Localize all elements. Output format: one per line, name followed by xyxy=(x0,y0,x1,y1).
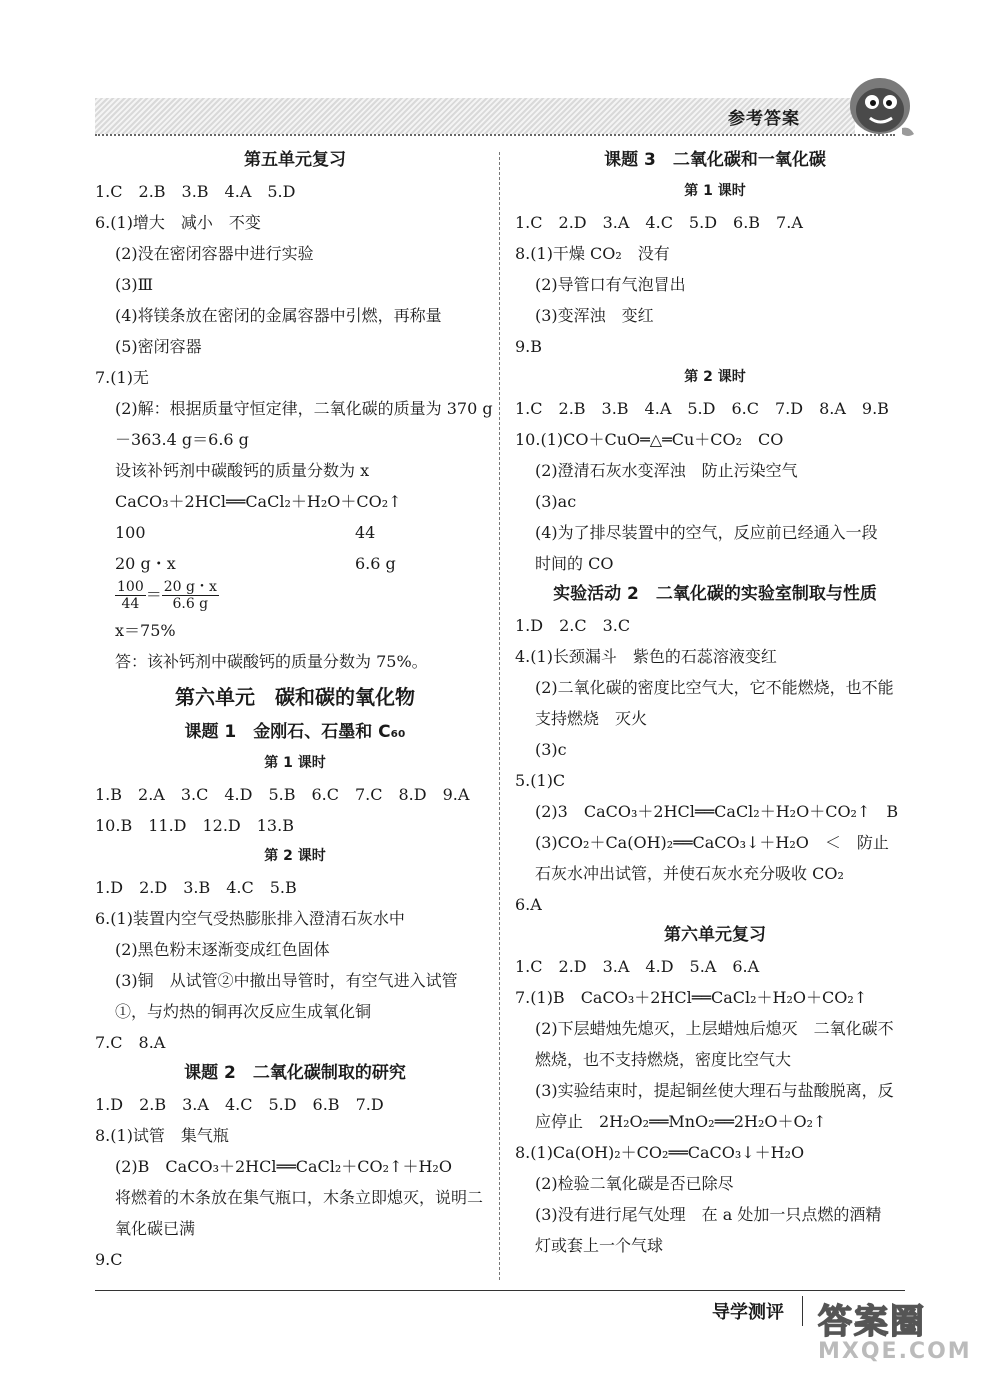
answer-line: x＝75% xyxy=(115,621,176,640)
answer-line: 5.(1)C xyxy=(515,771,566,790)
activity2-title: 实验活动 2 二氧化碳的实验室制取与性质 xyxy=(553,584,877,604)
answer-line: (2)黑色粉末逐渐变成红色固体 xyxy=(115,940,330,959)
answer-line: (3)实验结束时，提起铜丝使大理石与盐酸脱离，反 xyxy=(535,1081,894,1100)
fraction-row xyxy=(95,579,495,615)
topic3-title: 课题 3 二氧化碳和一氧化碳 xyxy=(604,150,826,170)
footer-separator xyxy=(802,1296,803,1326)
answer-line: 1.D 2.C 3.C xyxy=(515,616,631,635)
equation-line: 应停止 2H₂O₂══MnO₂══2H₂O＋O₂↑ xyxy=(535,1112,827,1131)
answer-line: 4.(1)长颈漏斗 紫色的石蕊溶液变红 xyxy=(515,647,777,666)
mascot-icon xyxy=(840,68,920,140)
answer-line: 设该补钙剂中碳酸钙的质量分数为 x xyxy=(115,461,370,480)
fraction-denominator: 6.6 g xyxy=(172,596,209,612)
equation-line: 7.(1)B CaCO₃＋2HCl══CaCl₂＋H₂O＋CO₂↑ xyxy=(515,988,868,1007)
answer-line: 7.(1)无 xyxy=(95,368,149,387)
left-column xyxy=(95,145,495,1275)
answer-line: (2)导管口有气泡冒出 xyxy=(535,275,686,294)
right-column xyxy=(515,145,915,1261)
answer-line: 8.(1)干燥 CO₂ 没有 xyxy=(515,244,670,263)
fraction-numerator: 20 g・x xyxy=(163,579,217,595)
answer-line: 1.D 2.B 3.A 4.C 5.D 6.B 7.D xyxy=(95,1095,384,1114)
equation-line: (3)CO₂＋Ca(OH)₂══CaCO₃↓＋H₂O ＜ 防止 xyxy=(535,833,889,852)
equation-line: CaCO₃＋2HCl══CaCl₂＋H₂O＋CO₂↑ xyxy=(115,492,402,511)
answer-line: (2)检验二氧化碳是否已除尽 xyxy=(535,1174,734,1193)
equation-values-row xyxy=(95,517,495,548)
answer-line: 6.(1)装置内空气受热膨胀排入澄清石灰水中 xyxy=(95,909,405,928)
header-title: 参考答案 xyxy=(728,109,800,129)
header-divider xyxy=(95,134,895,136)
answer-line: 1.D 2.D 3.B 4.C 5.B xyxy=(95,878,297,897)
answer-line: (2)澄清石灰水变浑浊 防止污染空气 xyxy=(535,461,798,480)
answer-line: 1.C 2.B 3.B 4.A 5.D 6.C 7.D 8.A 9.B xyxy=(515,399,889,418)
lesson-heading: 第 1 课时 xyxy=(684,183,746,199)
answer-line: 6.A xyxy=(515,895,542,914)
answer-line: 7.C 8.A xyxy=(95,1033,166,1052)
answer-line: 8.(1)试管 集气瓶 xyxy=(95,1126,229,1145)
answer-line: 10.B 11.D 12.D 13.B xyxy=(95,816,294,835)
answer-line: 1.B 2.A 3.C 4.D 5.B 6.C 7.C 8.D 9.A xyxy=(95,785,470,804)
equation-line: 10.(1)CO＋CuO═△═Cu＋CO₂ CO xyxy=(515,430,784,449)
answer-line: (3)c xyxy=(535,740,567,759)
footer-rule xyxy=(95,1290,905,1291)
lesson-heading: 第 2 课时 xyxy=(264,848,326,864)
answer-line: (2)解：根据质量守恒定律，二氧化碳的质量为 370 g xyxy=(115,399,493,418)
answer-line: 燃烧，也不支持燃烧，密度比空气大 xyxy=(535,1050,792,1069)
watermark-en: MXQE.COM xyxy=(818,1339,972,1364)
answer-line: 支持燃烧 灭火 xyxy=(535,709,648,728)
equation-line: (2)B CaCO₃＋2HCl══CaCl₂＋CO₂↑＋H₂O xyxy=(115,1157,452,1176)
answer-line: 1.C 2.D 3.A 4.C 5.D 6.B 7.A xyxy=(515,213,803,232)
answer-line: 答：该补钙剂中碳酸钙的质量分数为 75%。 xyxy=(115,652,428,671)
answer-line: (2)二氧化碳的密度比空气大，它不能燃烧，也不能 xyxy=(535,678,894,697)
answer-line: (4)将镁条放在密闭的金属容器中引燃，再称量 xyxy=(115,306,442,325)
equals-sign: ＝ xyxy=(145,585,162,604)
answer-line: (2)没在密闭容器中进行实验 xyxy=(115,244,314,263)
unit6-title: 第六单元 碳和碳的氧化物 xyxy=(175,685,415,709)
answer-line: (5)密闭容器 xyxy=(115,337,202,356)
answer-line: 1.C 2.B 3.B 4.A 5.D xyxy=(95,182,296,201)
fraction-1 xyxy=(115,579,146,612)
watermark-logo xyxy=(818,1294,978,1390)
answer-line: 将燃着的木条放在集气瓶口，木条立即熄灭，说明二 xyxy=(115,1188,484,1207)
answer-line: (3)铜 从试管②中撤出导管时，有空气进入试管 xyxy=(115,971,458,990)
unit6-review-title: 第六单元复习 xyxy=(664,925,766,945)
answer-line: －363.4 g＝6.6 g xyxy=(115,430,249,449)
topic1-title: 课题 1 金刚石、石墨和 C₆₀ xyxy=(184,722,406,742)
answer-line: (2)下层蜡烛先熄灭，上层蜡烛后熄灭 二氧化碳不 xyxy=(535,1019,894,1038)
equation-line: (2)3 CaCO₃＋2HCl══CaCl₂＋H₂O＋CO₂↑ B xyxy=(535,802,899,821)
lesson-heading: 第 2 课时 xyxy=(684,369,746,385)
column-divider xyxy=(499,152,500,1280)
equation-values-row xyxy=(95,548,495,579)
answer-line: 氧化碳已满 xyxy=(115,1219,196,1238)
answer-line: (3)没有进行尾气处理 在 a 处加一只点燃的酒精 xyxy=(535,1205,882,1224)
answer-line: 灯或套上一个气球 xyxy=(535,1236,664,1255)
value-right: 6.6 g xyxy=(355,554,396,573)
answer-line: 石灰水冲出试管，并使石灰水充分吸收 CO₂ xyxy=(535,864,844,883)
fraction-denominator: 44 xyxy=(121,596,140,612)
lesson-heading: 第 1 课时 xyxy=(264,755,326,771)
answer-line: ①，与灼热的铜再次反应生成氧化铜 xyxy=(115,1002,372,1021)
topic2-title: 课题 2 二氧化碳制取的研究 xyxy=(184,1063,406,1083)
answer-line: 时间的 CO xyxy=(535,554,614,573)
fraction-2 xyxy=(162,579,219,612)
answer-line: (3)变浑浊 变红 xyxy=(535,306,654,325)
answer-line: (3)ac xyxy=(535,492,577,511)
answer-line: (4)为了排尽装置中的空气，反应前已经通入一段 xyxy=(535,523,878,542)
footer-title: 导学测评 xyxy=(712,1302,784,1323)
answer-line: 9.C xyxy=(95,1250,123,1269)
answer-line: 6.(1)增大 减小 不变 xyxy=(95,213,261,232)
fraction-numerator: 100 xyxy=(117,579,144,595)
watermark-cn: 答案圈 xyxy=(818,1302,926,1342)
unit5-review-title: 第五单元复习 xyxy=(244,150,346,170)
answer-line: (3)Ⅲ xyxy=(115,275,154,294)
answer-line: 1.C 2.D 3.A 4.D 5.A 6.A xyxy=(515,957,760,976)
equation-line: 8.(1)Ca(OH)₂＋CO₂══CaCO₃↓＋H₂O xyxy=(515,1143,805,1162)
value-left: 20 g・x xyxy=(115,554,176,573)
answer-line: 9.B xyxy=(515,337,543,356)
value-right: 44 xyxy=(355,523,376,542)
value-left: 100 xyxy=(115,523,146,542)
